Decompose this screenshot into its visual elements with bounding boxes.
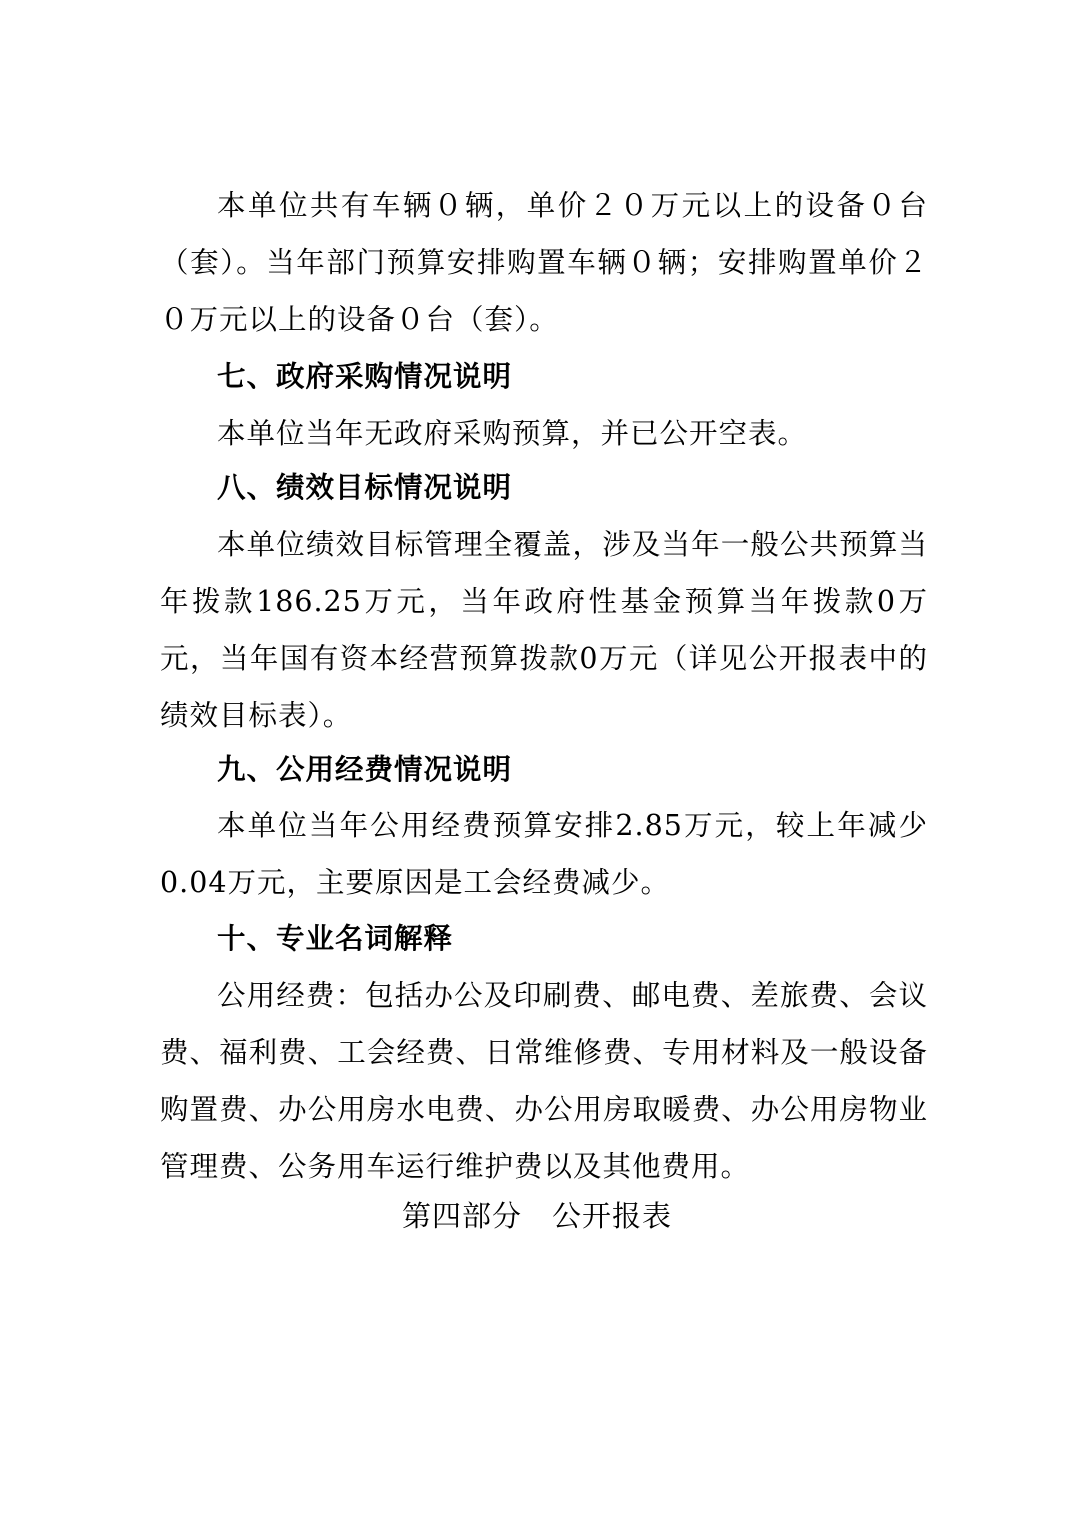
paragraph-public-funds: 本单位当年公用经费预算安排2.85万元，较上年减少0.04万元，主要原因是工会经费减少。 — [160, 809, 928, 899]
part-four-title: 第四部分 公开报表 — [401, 1199, 672, 1233]
heading-terminology: 十、专业名词解释 — [217, 922, 454, 955]
paragraph-terms: 公用经费：包括办公及印刷费、邮电费、差旅费、会议费、福利费、工会经费、日常维修费、专用材料及一般设备购置费、办公用房水电费、办公用房取暖费、办公用房物业管理费、公务用车运行维护费以及其他费用。 — [160, 979, 928, 1183]
heading-government-procurement: 七、政府采购情况说明 — [217, 360, 513, 393]
heading-public-funds: 九、公用经费情况说明 — [217, 753, 513, 786]
paragraph-vehicles: 本单位共有车辆０辆，单价２０万元以上的设备０台（套）。当年部门预算安排购置车辆０辆；安排购置单价２０万元以上的设备０台（套）。 — [160, 189, 928, 336]
paragraph-performance: 本单位绩效目标管理全覆盖，涉及当年一般公共预算当年拨款186.25万元，当年政府性基金预算当年拨款0万元，当年国有资本经营预算拨款0万元（详见公开报表中的绩效目标表）。 — [160, 528, 928, 732]
paragraph-procurement: 本单位当年无政府采购预算，并已公开空表。 — [217, 417, 808, 450]
heading-performance-targets: 八、绩效目标情况说明 — [217, 471, 513, 504]
